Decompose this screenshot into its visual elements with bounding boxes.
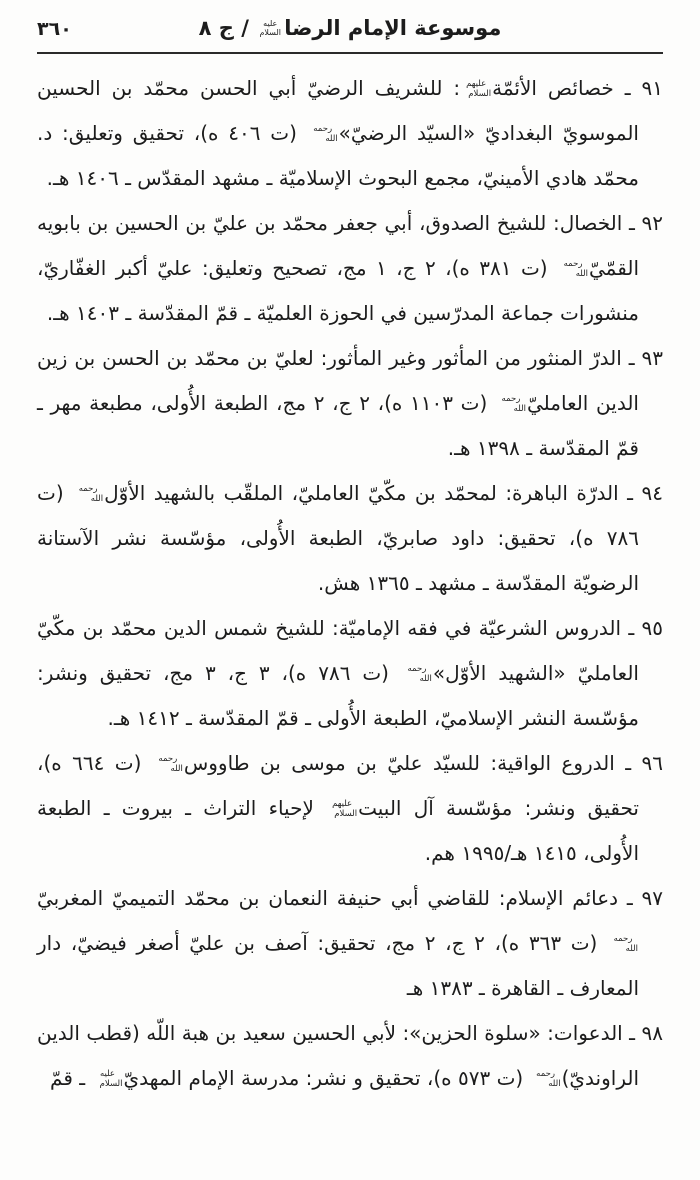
honorific-mark: عليه السلام bbox=[99, 1069, 123, 1089]
honorific-mark: رحمه الله bbox=[407, 664, 432, 684]
honorific-mark: رحمه الله bbox=[613, 934, 638, 954]
honorific-mark: رحمه الله bbox=[313, 124, 338, 144]
entry-text: (ت ٣٨١ ه)، ٢ ج، ١ مج، تصحيح وتعليق: عليّ أكبر الغفّاريّ، منشورات جماعة المدرّسين في الحوزة العلميّة ـ قمّ المقدّسة ـ ١٤٠٣ هـ. bbox=[37, 256, 639, 325]
entry-text: : للشريف الرضيّ أبي الحسن محمّد بن الحسين الموسويّ البغداديّ «السيّد الرضيّ» bbox=[37, 76, 639, 145]
bibliography-entry bbox=[37, 876, 663, 1011]
entry-text: ـ قمّ bbox=[50, 1066, 92, 1090]
entry-text: ٩٦ ـ الدروع الواقية: للسيّد عليّ بن موسى بن طاووس bbox=[183, 751, 663, 775]
entry-text: (ت ٣٦٣ ه)، ٢ ج، ٢ مج، تحقيق: آصف بن عليّ أصغر فيضيّ، دار المعارف ـ القاهرة ـ ١٣٨٣ هـ bbox=[37, 931, 639, 1000]
bibliography-entry bbox=[37, 201, 663, 336]
entry-text: (ت ٧٨٦ ه)، ٣ ج، ٣ مج، تحقيق ونشر: مؤسّسة النشر الإسلاميّ، الطبعة الأُولى ـ قمّ المقدّسة ـ ١٤١٢ هـ. bbox=[37, 661, 639, 730]
entry-text: لإحياء التراث ـ بيروت ـ الطبعة الأُولى، ١٤١٥ هـ/١٩٩٥ هم. bbox=[37, 796, 639, 865]
bibliography-entry bbox=[37, 66, 663, 201]
honorific-mark: عليه السلام bbox=[259, 19, 281, 37]
honorific-mark: رحمه الله bbox=[501, 394, 526, 414]
page-number: ٣٦٠ bbox=[37, 18, 72, 40]
bibliography-entry bbox=[37, 606, 663, 741]
header-rule bbox=[37, 52, 663, 54]
honorific-mark: عليهم السلام bbox=[332, 799, 358, 819]
entry-text: ٩٣ ـ الدرّ المنثور من المأثور وغير المأثور: لعليّ بن محمّد بن الحسن بن زين الدين العامليّ bbox=[37, 346, 663, 415]
entry-text: ٩٧ ـ دعائم الإسلام: للقاضي أبي حنيفة النعمان بن محمّد التميميّ المغربيّ bbox=[37, 886, 663, 910]
entry-text: (ت ٥٧٣ ه)، تحقيق و نشر: مدرسة الإمام المهديّ bbox=[123, 1066, 530, 1090]
honorific-mark: رحمه الله bbox=[536, 1069, 561, 1089]
bibliography-list bbox=[37, 66, 663, 1101]
volume-label: / ج ٨ bbox=[198, 16, 249, 40]
book-title-text: موسوعة الإمام الرضا bbox=[284, 16, 502, 40]
entry-text: ٩٢ ـ الخصال: للشيخ الصدوق، أبي جعفر محمّد بن عليّ بن الحسين بن بابويه القمّيّ bbox=[37, 211, 663, 280]
honorific-mark: رحمه الله bbox=[158, 754, 183, 774]
honorific-mark: رحمه الله bbox=[78, 484, 104, 504]
entry-text: ٩٤ ـ الدرّة الباهرة: لمحمّد بن مكّيّ العامليّ، الملقّب بالشهيد الأوّل bbox=[104, 481, 663, 505]
bibliography-entry bbox=[37, 1011, 663, 1101]
entry-text: (ت ١١٠٣ ه)، ٢ ج، ٢ مج، الطبعة الأُولى، مطبعة مهر ـ قمّ المقدّسة ـ ١٣٩٨ هـ. bbox=[37, 391, 639, 460]
honorific-mark: رحمه الله bbox=[563, 259, 589, 279]
entry-text: ٩٨ ـ الدعوات: «سلوة الحزين»: لأبي الحسين سعيد بن هبة اللّه (قطب الدين الراونديّ) bbox=[37, 1021, 663, 1090]
bibliography-entry bbox=[37, 336, 663, 471]
entry-text: ٩١ ـ خصائص الأئمّة bbox=[492, 76, 663, 100]
entry-text: (ت ٦٦٤ ه)، تحقيق ونشر: مؤسّسة آل البيت bbox=[37, 751, 639, 820]
honorific-mark: عليهم السلام bbox=[466, 79, 492, 99]
book-title bbox=[37, 16, 663, 40]
entry-text: (ت ٤٠٦ ه)، تحقيق وتعليق: د. محمّد هادي الأمينيّ، مجمع البحوث الإسلاميّة ـ مشهد المقدّس ـ ١٤٠٦ هـ. bbox=[37, 121, 639, 190]
page-header bbox=[37, 14, 663, 48]
bibliography-entry bbox=[37, 471, 663, 606]
bibliography-entry bbox=[37, 741, 663, 876]
entry-text: (ت ٧٨٦ ه)، تحقيق: داود صابريّ، الطبعة الأُولى، مؤسّسة نشر الآستانة الرضويّة المقدّسة ـ مشهد ـ ١٣٦٥ هش. bbox=[37, 481, 639, 595]
entry-text: ٩٥ ـ الدروس الشرعيّة في فقه الإماميّة: للشيخ شمس الدين محمّد بن مكّيّ العامليّ «الشهيد الأوّل» bbox=[37, 616, 663, 685]
